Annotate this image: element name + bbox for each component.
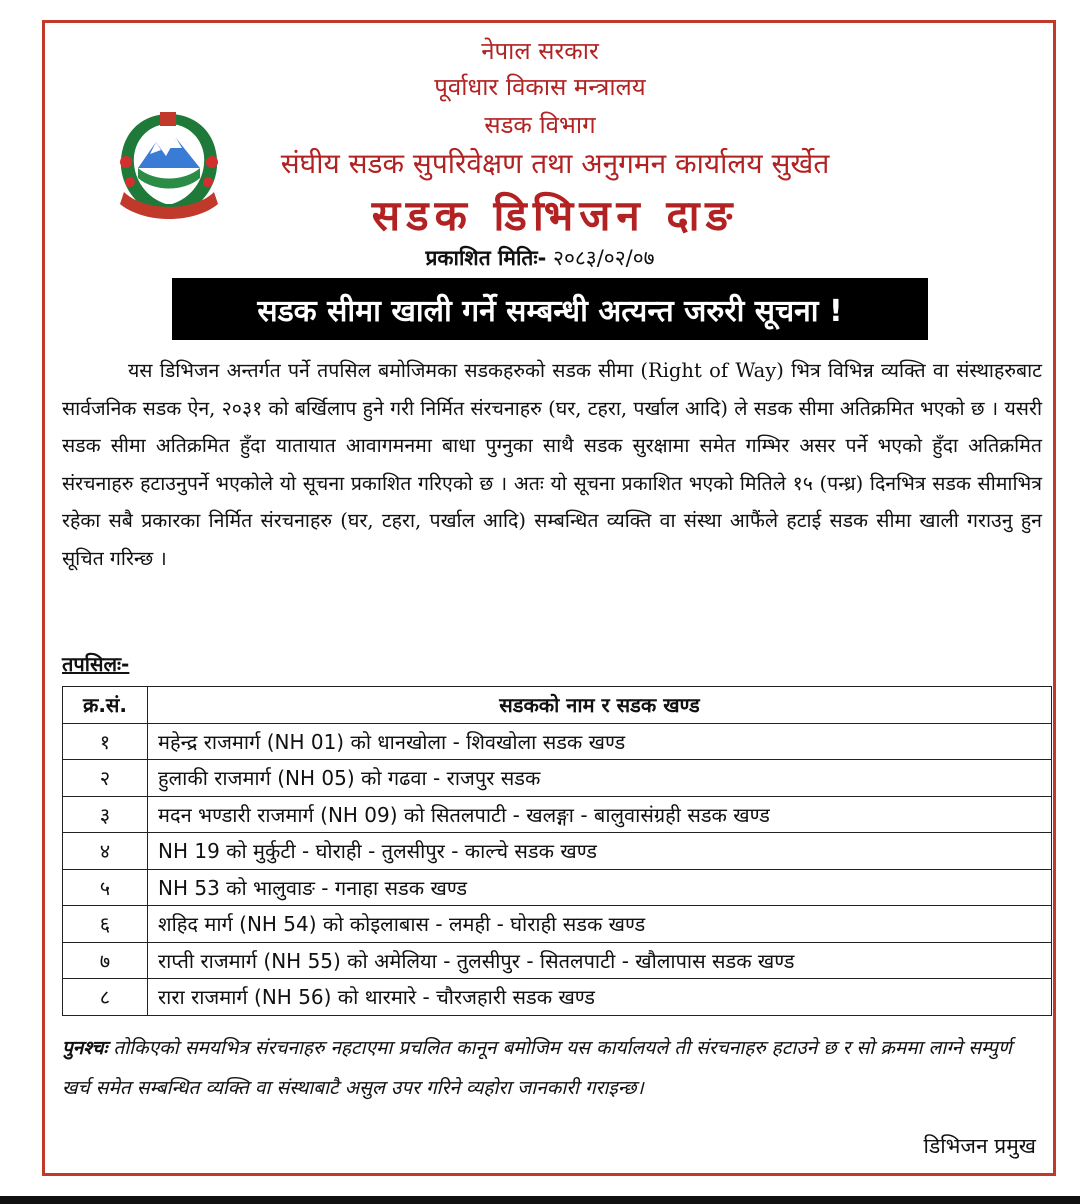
- postscript: [62, 1028, 1042, 1108]
- table-row: [63, 796, 1052, 833]
- row-road-name: हुलाकी राजमार्ग (NH 05) को गढवा - राजपुर सडक: [148, 760, 1052, 797]
- header-division: सडक डिभिजन दाङ: [371, 191, 739, 240]
- row-sn: ४: [63, 833, 148, 870]
- notice-body-paragraph: यस डिभिजन अन्तर्गत पर्ने तपसिल बमोजिमका सडकहरुको सडक सीमा (Right of Way) भित्र विभिन्न व्यक्ति वा संस्थाहरुबाट सार्वजनिक सडक ऐन, २०३१ को बर्खिलाप हुने गरी निर्मित संरचनाहरु (घर, टहरा, पर्खाल आदि) ले सडक सीमा अतिक्रमित भएको छ । यसरी सडक सीमा अतिक्रमित हुँदा यातायात आवागमनमा बाधा पुग्नुका साथै सडक सुरक्षामा समेत गम्भिर असर पर्ने भएको हुँदा अतिक्रमित संरचनाहरु हटाउनुपर्ने भएकोले यो सूचना प्रकाशित गरिएको छ । अतः यो सूचना प्रकाशित भएको मितिले १५ (पन्ध्र) दिनभित्र सडक सीमाभित्र रहेका सबै प्रकारका निर्मित संरचनाहरु (घर, टहरा, पर्खाल आदि) सम्बन्धित व्यक्ति वा संस्था आफैंले हटाई सडक सीमा खाली गराउनु हुन सूचित गरिन्छ ।: [62, 359, 1042, 570]
- road-sections-table: [62, 686, 1052, 1016]
- row-road-name: राप्ती राजमार्ग (NH 55) को अमेलिया - तुलसीपुर - सितलपाटी - खौलापास सडक खण्ड: [148, 942, 1052, 979]
- row-road-name: शहिद मार्ग (NH 54) को कोइलाबास - लमही - घोराही सडक खण्ड: [148, 906, 1052, 943]
- table-row: [63, 869, 1052, 906]
- notice-body: [62, 352, 1042, 577]
- table-row: [63, 760, 1052, 797]
- row-sn: १: [63, 723, 148, 760]
- header-department: सडक विभाग: [484, 111, 596, 139]
- table-row: [63, 942, 1052, 979]
- details-heading: तपसिलः-: [62, 652, 130, 676]
- signoff: डिभिजन प्रमुख: [923, 1134, 1036, 1158]
- row-road-name: महेन्द्र राजमार्ग (NH 01) को धानखोला - शिवखोला सडक खण्ड: [148, 723, 1052, 760]
- row-road-name: रारा राजमार्ग (NH 56) को थारमारे - चौरजहारी सडक खण्ड: [148, 979, 1052, 1016]
- table-row: [63, 833, 1052, 870]
- publish-date-value: २०८३/०२/०७: [553, 246, 655, 270]
- table-row: [63, 723, 1052, 760]
- bottom-divider: [0, 1196, 1080, 1204]
- row-sn: ३: [63, 796, 148, 833]
- row-sn: ६: [63, 906, 148, 943]
- postscript-label: पुनश्चः: [62, 1037, 108, 1059]
- col-header-road: सडकको नाम र सडक खण्ड: [148, 687, 1052, 724]
- header-govt: नेपाल सरकार: [481, 37, 599, 65]
- header-office: संघीय सडक सुपरिवेक्षण तथा अनुगमन कार्यालय सुर्खेत: [280, 147, 830, 180]
- table-row: [63, 906, 1052, 943]
- row-road-name: मदन भण्डारी राजमार्ग (NH 09) को सितलपाटी - खलङ्गा - बालुवासंग्रही सडक खण्ड: [148, 796, 1052, 833]
- publish-date: [0, 244, 1080, 272]
- header-ministry: पूर्वाधार विकास मन्त्रालय: [434, 73, 646, 101]
- notice-title: सडक सीमा खाली गर्ने सम्बन्धी अत्यन्त जरुरी सूचना !: [172, 278, 928, 340]
- col-header-sn: क्र.सं.: [63, 687, 148, 724]
- publish-date-label: प्रकाशित मितिः-: [425, 246, 547, 270]
- postscript-text: तोकिएको समयभित्र संरचनाहरु नहटाएमा प्रचलित कानून बमोजिम यस कार्यालयले ती संरचनाहरु हटाउने छ र सो क्रममा लाग्ने सम्पुर्ण खर्च समेत सम्बन्धित व्यक्ति वा संस्थाबाटै असुल उपर गरिने व्यहोरा जानकारी गराइन्छ।: [62, 1037, 1012, 1099]
- table-header-row: [63, 687, 1052, 724]
- row-sn: ८: [63, 979, 148, 1016]
- row-road-name: NH 53 को भालुवाङ - गनाहा सडक खण्ड: [148, 869, 1052, 906]
- row-sn: ५: [63, 869, 148, 906]
- row-road-name: NH 19 को मुर्कुटी - घोराही - तुलसीपुर - काल्चे सडक खण्ड: [148, 833, 1052, 870]
- table-row: [63, 979, 1052, 1016]
- row-sn: ७: [63, 942, 148, 979]
- row-sn: २: [63, 760, 148, 797]
